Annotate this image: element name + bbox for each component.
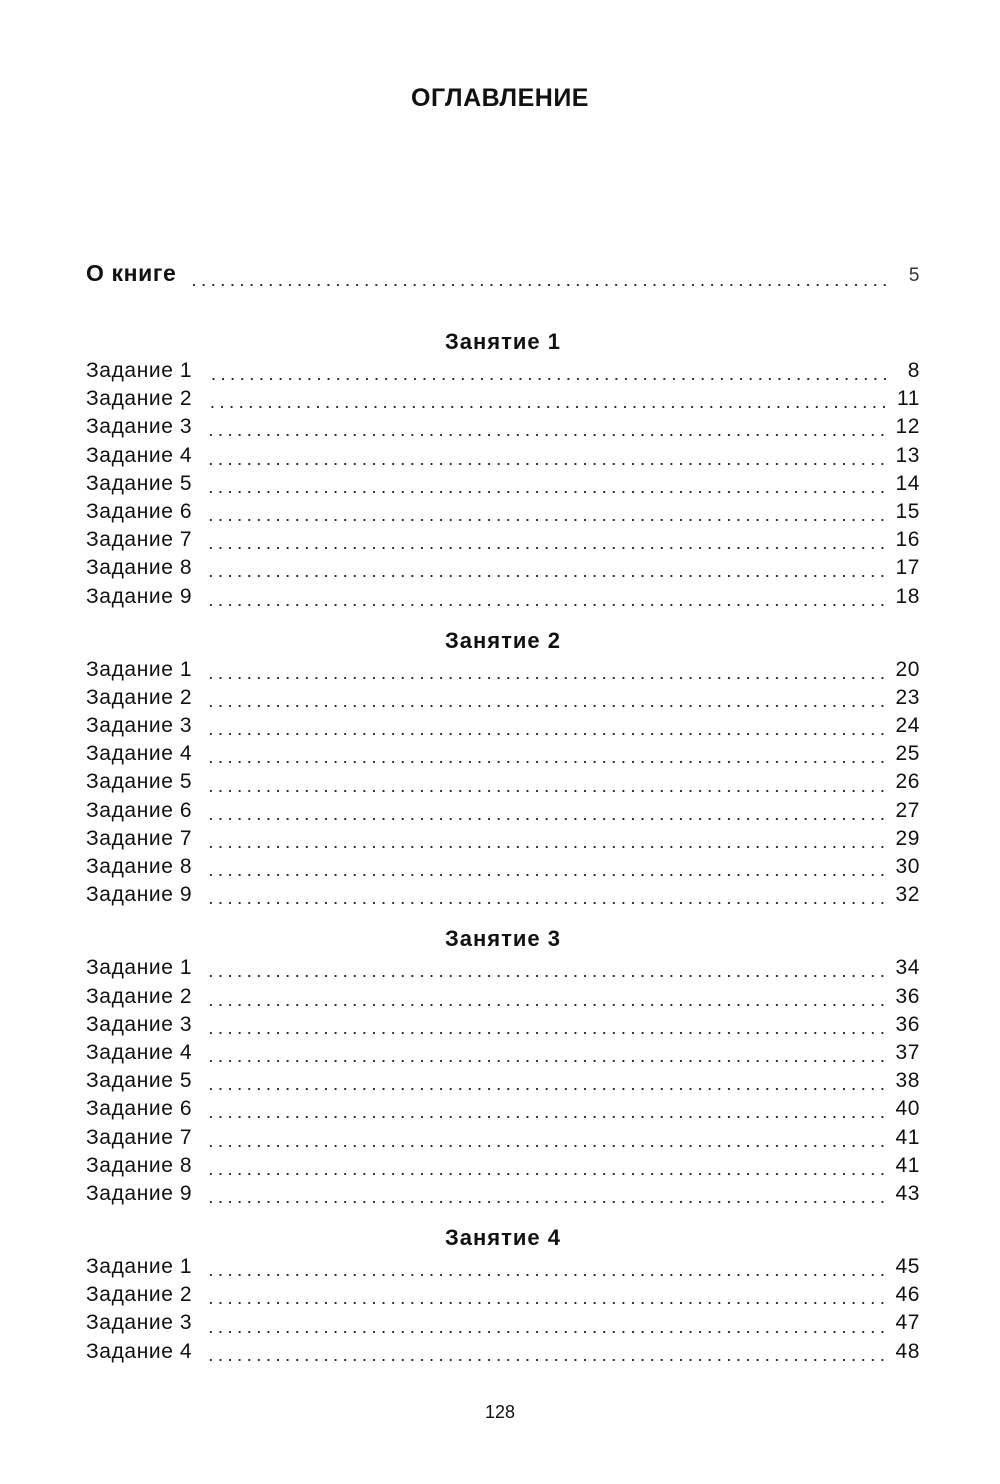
toc-entry[interactable] (86, 1126, 920, 1154)
toc-entry[interactable] (86, 585, 920, 613)
toc-entry[interactable] (86, 1041, 920, 1069)
dot-leader (206, 1331, 887, 1333)
toc-entry-page: 14 (895, 471, 920, 495)
section-title: Занятие 1 (444, 329, 562, 354)
toc-entry-label: Задание 1 (86, 1255, 193, 1279)
toc-section (86, 1223, 920, 1368)
toc-entry-page: 30 (895, 855, 920, 878)
toc-entry-page: 13 (895, 443, 920, 467)
toc-entry-label: Задание 5 (86, 1069, 193, 1093)
toc-entry-label: Задание 7 (86, 826, 193, 850)
dot-leader (206, 975, 887, 977)
toc-entry-label: Задание 7 (86, 1125, 193, 1149)
dot-leader (206, 705, 887, 707)
toc-entry-page: 11 (897, 387, 920, 411)
toc-entry-page: 29 (895, 826, 920, 850)
toc-entry-label: Задание 5 (86, 770, 193, 794)
toc-entry[interactable] (86, 556, 920, 584)
dot-leader (206, 1359, 887, 1361)
toc-entry-page: 27 (895, 798, 920, 822)
toc-entry-page: 38 (895, 1069, 920, 1093)
dot-leader (206, 761, 887, 763)
toc-entry[interactable] (86, 444, 920, 472)
toc-section (86, 327, 920, 613)
toc-entry-label: Задание 9 (86, 1181, 193, 1205)
toc-entry-page: 32 (895, 883, 920, 907)
toc-entry[interactable] (86, 1154, 920, 1182)
toc-entry[interactable] (86, 799, 920, 827)
toc-entry-page: 41 (895, 1153, 920, 1177)
toc-entry[interactable] (86, 770, 920, 798)
toc-entry-page: 37 (895, 1040, 920, 1064)
toc-entry-page: 12 (895, 415, 920, 439)
section-title: Занятие 2 (444, 627, 562, 653)
toc-entry-label: Задание 3 (86, 714, 193, 738)
toc-entry[interactable] (86, 1069, 920, 1097)
toc-entry-label: Задание 4 (86, 443, 193, 467)
toc-entry-label: Задание 4 (86, 742, 193, 766)
dot-leader (206, 902, 887, 904)
toc-entry-page: 8 (907, 359, 920, 382)
dot-leader (206, 1116, 887, 1118)
dot-leader (206, 575, 887, 577)
toc-sections (86, 327, 920, 1368)
section-title: Занятие 3 (444, 926, 562, 952)
toc-entry[interactable] (86, 359, 920, 387)
toc-entry[interactable] (86, 827, 920, 855)
toc-entry-label: Задание 1 (86, 657, 193, 681)
toc-entry-label: Задание 6 (86, 499, 193, 523)
toc-entry-label: Задание 4 (86, 1040, 193, 1064)
toc-entry-about-book[interactable] (86, 260, 920, 296)
toc-entry[interactable] (86, 472, 920, 500)
dot-leader (206, 1060, 887, 1062)
toc-entry[interactable] (86, 528, 920, 556)
dot-leader (206, 874, 887, 876)
toc-entry-page: 36 (895, 984, 920, 1008)
dot-leader (206, 733, 887, 735)
toc-entry-page: 24 (895, 714, 920, 738)
toc-entry[interactable] (86, 956, 920, 984)
toc-entry-page: 5 (908, 265, 920, 286)
toc-entry[interactable] (86, 1283, 920, 1311)
toc-entry-page: 17 (895, 556, 920, 580)
toc-section (86, 924, 920, 1210)
dot-leader (206, 519, 887, 521)
dot-leader (206, 434, 887, 436)
toc-entry-label: О книге (86, 260, 177, 286)
toc-entry-label: Задание 8 (86, 556, 193, 580)
toc-entry-page: 48 (895, 1339, 920, 1363)
dot-leader (206, 604, 887, 606)
toc-entry-page: 20 (895, 657, 920, 681)
toc-entry-page: 46 (895, 1283, 920, 1307)
toc-entry-page: 15 (895, 499, 920, 523)
dot-leader (206, 1274, 887, 1276)
toc-entry[interactable] (86, 686, 920, 714)
toc-entry[interactable] (86, 985, 920, 1013)
toc-entry-page: 47 (895, 1311, 920, 1335)
toc-entry[interactable] (86, 855, 920, 883)
toc-entry[interactable] (86, 1097, 920, 1125)
toc-entry-label: Задание 1 (86, 956, 193, 980)
toc-entry[interactable] (86, 1340, 920, 1368)
toc-entry-label: Задание 8 (86, 855, 193, 878)
section-title: Занятие 4 (444, 1225, 562, 1251)
toc-entry-label: Задание 3 (86, 1012, 193, 1036)
toc-entry-page: 41 (895, 1125, 920, 1149)
toc-entry[interactable] (86, 883, 920, 911)
toc-entry-label: Задание 3 (86, 1311, 193, 1335)
dot-leader (206, 1145, 887, 1147)
toc-entry-label: Задание 6 (86, 798, 193, 822)
dot-leader (206, 846, 887, 848)
page-number: 128 (484, 1402, 516, 1422)
toc-entry-page: 43 (895, 1181, 920, 1205)
toc-entry-label: Задание 2 (86, 1283, 193, 1307)
toc-entry-page: 26 (895, 770, 920, 794)
toc-entry-page: 23 (895, 685, 920, 709)
toc-entry-label: Задание 2 (86, 984, 193, 1008)
toc-entry-label: Задание 4 (86, 1339, 193, 1363)
dot-leader (206, 1032, 887, 1034)
table-of-contents (86, 260, 920, 1381)
toc-entry[interactable] (86, 742, 920, 770)
toc-entry[interactable] (86, 415, 920, 443)
dot-leader (206, 547, 887, 549)
toc-entry-label: Задание 2 (86, 685, 193, 709)
dot-leader (206, 790, 887, 792)
toc-entry[interactable] (86, 1013, 920, 1041)
dot-leader (206, 378, 890, 380)
toc-entry-page: 36 (895, 1012, 920, 1036)
toc-entry-label: Задание 5 (86, 471, 193, 495)
toc-entry[interactable] (86, 714, 920, 742)
toc-entry-page: 40 (895, 1097, 920, 1121)
dot-leader (206, 1088, 887, 1090)
dot-leader (206, 406, 889, 408)
toc-entry[interactable] (86, 1311, 920, 1339)
toc-entry-label: Задание 8 (86, 1153, 193, 1177)
dot-leader (206, 677, 887, 679)
dot-leader (206, 1173, 887, 1175)
toc-entry-page: 34 (895, 956, 920, 980)
toc-entry-page: 18 (895, 584, 920, 608)
toc-section (86, 626, 920, 912)
dot-leader (206, 1201, 887, 1203)
toc-entry-label: Задание 3 (86, 415, 193, 439)
toc-entry[interactable] (86, 1255, 920, 1283)
dot-leader (190, 284, 890, 286)
toc-entry[interactable] (86, 387, 920, 415)
dot-leader (206, 1004, 887, 1006)
toc-entry-page: 45 (895, 1255, 920, 1279)
dot-leader (206, 1302, 887, 1304)
toc-entry-label: Задание 9 (86, 584, 193, 608)
toc-entry-label: Задание 9 (86, 883, 193, 907)
toc-entry[interactable] (86, 658, 920, 686)
toc-entry[interactable] (86, 500, 920, 528)
toc-entry[interactable] (86, 1182, 920, 1210)
toc-entry-label: Задание 6 (86, 1097, 193, 1121)
dot-leader (206, 491, 887, 493)
dot-leader (206, 463, 887, 465)
page-title: ОГЛАВЛЕНИЕ (411, 84, 589, 112)
toc-entry-label: Задание 1 (86, 359, 193, 382)
toc-entry-page: 25 (895, 742, 920, 766)
toc-entry-label: Задание 7 (86, 528, 193, 552)
toc-entry-page: 16 (895, 528, 920, 552)
toc-entry-label: Задание 2 (86, 387, 193, 411)
dot-leader (206, 818, 887, 820)
